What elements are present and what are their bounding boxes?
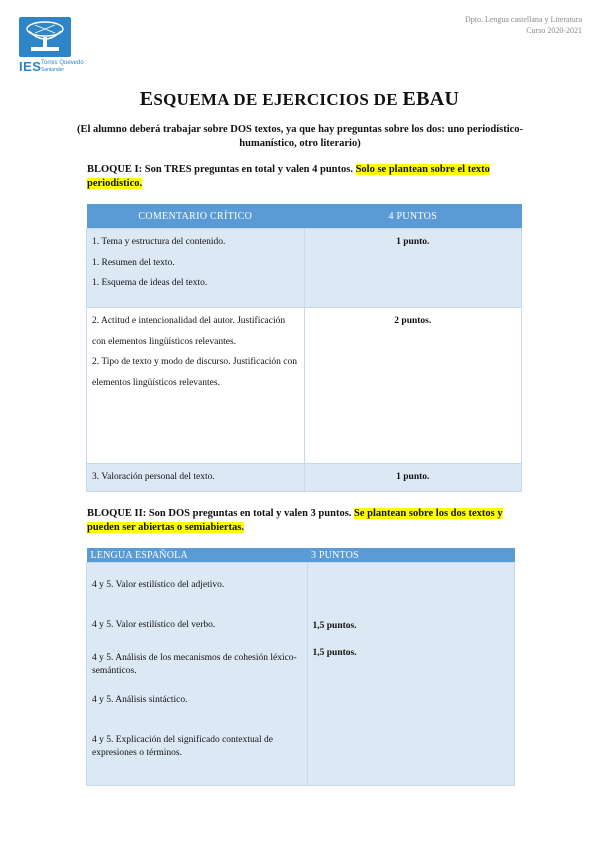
table-header-row [87, 548, 515, 563]
bloque-1-text: BLOQUE I: Son TRES preguntas en total y valen 4 puntos. [87, 164, 356, 175]
list-item: 1. Resumen del texto. [92, 257, 175, 268]
title-initial: E [139, 88, 154, 110]
bloque-2-highlight: Se plantean sobre los dos textos y pueden ser abiertas o semiabiertas. [87, 508, 503, 533]
list-item: 1. Esquema de ideas del texto. [92, 278, 208, 288]
bloque-1-heading [87, 163, 527, 191]
list-item: 2. Tipo de texto y modo de discurso. Justificación con elementos lingüísticos relevantes. [92, 357, 298, 388]
list-item: 3. Valoración personal del texto. [92, 472, 215, 482]
table-row [87, 563, 515, 786]
header-comentario: COMENTARIO CRÍTICO [87, 204, 305, 229]
row-items [87, 563, 308, 786]
row-items [87, 229, 305, 308]
list-item: 2. Actitud e intencionalidad del autor. Justificación con elementos lingüísticos relevantes. [92, 316, 286, 347]
row-items [87, 308, 305, 464]
department-header [465, 14, 582, 36]
table-row [87, 308, 522, 464]
row-points [307, 563, 515, 786]
table-comentario-critico [86, 204, 522, 492]
row-points: 1 punto. [304, 464, 521, 492]
title-ebau: EBAU [402, 88, 460, 110]
bloque-2-text: BLOQUE II: Son DOS preguntas en total y valen 3 puntos. [87, 508, 355, 519]
points-value: 1,5 puntos. [312, 648, 357, 658]
header-lengua: LENGUA ESPAÑOLA [87, 548, 308, 563]
table-lengua-espanola [86, 548, 515, 786]
page-title [0, 88, 599, 111]
row-points: 1 punto. [304, 229, 521, 308]
points-value: 1,5 puntos. [312, 621, 357, 631]
logo-name: Torres Quevedo [41, 60, 84, 66]
table-row [87, 229, 522, 308]
title-text: SQUEMA DE EJERCICIOS DE [153, 90, 403, 109]
bloque-2-heading [87, 507, 527, 535]
department-name: Dpto. Lengua castellana y Literatura [464, 15, 582, 24]
table-row [87, 464, 522, 492]
list-item: 4 y 5. Análisis sintáctico. [92, 695, 188, 705]
header-puntos: 4 PUNTOS [304, 204, 521, 229]
row-items [87, 464, 305, 492]
logo-city: Santander [41, 67, 65, 73]
table-header-row [87, 204, 522, 229]
logo-emblem-icon [19, 17, 71, 57]
list-item: 4 y 5. Valor estilístico del adjetivo. [92, 580, 225, 590]
list-item: 4 y 5. Análisis de los mecanismos de cohesión léxico-semánticos. [92, 653, 297, 676]
list-item: 4 y 5. Valor estilístico del verbo. [92, 620, 216, 630]
school-logo [19, 17, 84, 75]
logo-abbr: IES [19, 59, 42, 74]
header-puntos: 3 PUNTOS [307, 548, 515, 563]
row-points: 2 puntos. [304, 308, 521, 464]
list-item: 1. Tema y estructura del contenido. [92, 237, 226, 247]
list-item: 4 y 5. Explicación del significado contextual de expresiones o términos. [92, 735, 273, 758]
course-year: Curso 2020-2021 [526, 26, 582, 35]
bloque-1-highlight: Solo se plantean sobre el texto periodístico. [87, 164, 490, 189]
intro-note: (El alumno deberá trabajar sobre DOS textos, ya que hay preguntas sobre los dos: uno periodístico-humanístico, otro literario) [76, 124, 524, 149]
